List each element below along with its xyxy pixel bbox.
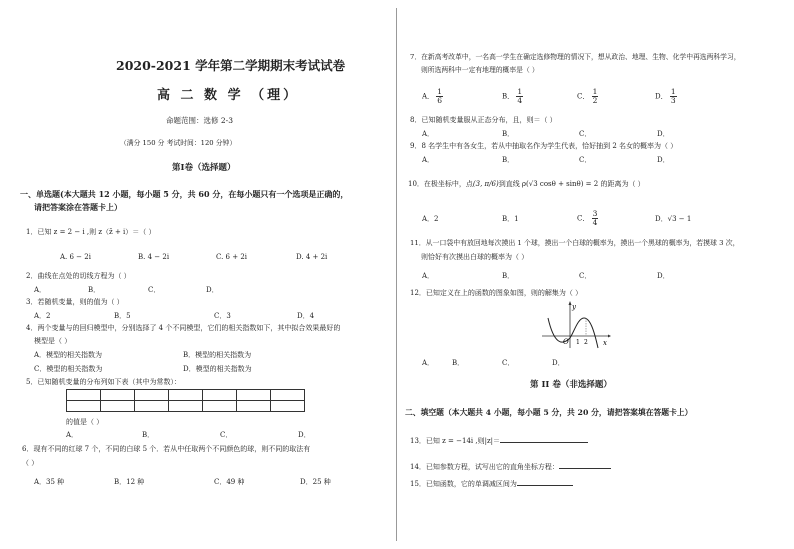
- q6-option-b: B．12 种: [114, 478, 145, 486]
- q10-option-c-label: C．: [577, 214, 590, 223]
- numerator: 1: [437, 87, 443, 96]
- q13-stem: 13．已知 z = −14i ,则|z|＝: [410, 437, 501, 445]
- q3-option-b: B．5: [114, 312, 131, 320]
- q4-option-b: B．模型的相关指数为: [183, 351, 252, 359]
- q9-option-b: B．: [502, 156, 515, 164]
- q7-option-d-label: D．: [655, 92, 668, 101]
- q10-option-c-fraction: [592, 210, 599, 227]
- denominator: 3: [670, 95, 676, 105]
- q7-option-a-label: A．: [422, 92, 435, 101]
- q15-answer-blank[interactable]: [517, 479, 573, 486]
- q13-answer-blank[interactable]: [500, 436, 588, 443]
- q12-option-c: C．: [502, 359, 515, 367]
- q1-option-b: B. 4 − 2i: [138, 253, 170, 261]
- q7-option-c: [577, 88, 598, 105]
- q10-option-b: B．1: [502, 215, 519, 223]
- q3-stem: 3．若随机变量，则的值为（ ）: [26, 298, 124, 306]
- numerator: 1: [517, 87, 523, 96]
- q5-distribution-table: [66, 389, 305, 412]
- q4-option-c: C．模型的相关指数为: [34, 365, 103, 373]
- q4-option-a: A．模型的相关指数为: [34, 351, 103, 359]
- q9-option-c: C．: [579, 156, 592, 164]
- q11-option-b: B．: [502, 272, 515, 280]
- graph-y-label: y: [572, 303, 576, 311]
- graph-x-label: x: [603, 339, 607, 347]
- q12-option-d: D．: [552, 359, 565, 367]
- section1-line2: 请把答案涂在答题卡上）: [34, 202, 122, 212]
- q5-option-c: C．: [220, 431, 233, 439]
- part1-title: 第Ⅰ卷（选择题）: [172, 163, 236, 173]
- exam-scope: 命题范围：选修 2-3: [166, 116, 233, 125]
- right-column: [397, 0, 794, 549]
- q7-option-a: [422, 88, 443, 105]
- q4-stem-line1: 4．两个变量与的回归模型中，分别选择了 4 个不同模型，它们的相关指数如下，其中拟合效果最好的: [26, 324, 341, 332]
- q1-option-c: C. 6 + 2i: [216, 253, 248, 261]
- q11-option-c: C．: [579, 272, 592, 280]
- table-row: [67, 401, 305, 412]
- q12-option-b: B．: [452, 359, 465, 367]
- q7-option-c-label: C．: [577, 92, 590, 101]
- denominator: 6: [437, 95, 443, 105]
- q6-option-a: A．35 种: [34, 478, 65, 486]
- q14: [410, 462, 611, 471]
- q8-stem: 8．已知随机变量服从正态分布，且，则＝（ ）: [410, 116, 557, 124]
- graph-origin-label: O: [563, 338, 569, 346]
- q7-option-d-fraction: [670, 88, 677, 105]
- denominator: 4: [517, 95, 523, 105]
- q7-option-b-fraction: [516, 88, 523, 105]
- q2-option-c: C．: [148, 286, 161, 294]
- q3-option-a: A．2: [34, 312, 51, 320]
- q5-option-b: B．: [142, 431, 155, 439]
- q12-option-a: A．: [422, 359, 435, 367]
- q7-option-b: [502, 88, 523, 105]
- q5-stem: 5．已知随机变量的分布列如下表（其中为常数）：: [26, 378, 181, 386]
- q7-option-b-label: B．: [502, 92, 515, 101]
- q7-stem-line2: 则所选两科中一定有地理的概率是（ ）: [421, 66, 539, 74]
- q11-option-d: D．: [657, 272, 670, 280]
- numerator: 1: [670, 87, 676, 96]
- q8-option-d: D．: [657, 130, 670, 138]
- q15: [410, 479, 573, 488]
- table-row: [67, 390, 305, 401]
- q2-option-b: B．: [88, 286, 101, 294]
- graph-tick-2: 2: [584, 339, 588, 346]
- section2-title: 二、填空题（本大题共 4 小题，每小题 5 分，共 20 分，请把答案填在答题卡上）: [405, 408, 693, 417]
- q1-option-d: D. 4 + 2i: [296, 253, 328, 261]
- q8-option-a: A．: [422, 130, 435, 138]
- numerator: 1: [592, 87, 598, 96]
- q8-option-b: B．: [502, 130, 515, 138]
- q3-option-c: C．3: [214, 312, 231, 320]
- q3-option-d: D．4: [297, 312, 315, 320]
- q10-stem-post: 到直线 ρ(√3 cosθ + sinθ) = 2 的距离为（ ）: [498, 180, 645, 188]
- q6-option-c: C．49 种: [214, 478, 245, 486]
- q9-option-a: A．: [422, 156, 435, 164]
- q11-stem-line1: 11．从一口袋中有放回地每次摸出 1 个球，摸出一个白球的概率为，摸出一个黑球的概率为，若摸球 3 次，: [410, 239, 740, 247]
- q10-point: (3, π/6): [472, 180, 499, 188]
- q8-option-c: C．: [579, 130, 592, 138]
- q13: [410, 436, 588, 445]
- denominator: 4: [592, 217, 598, 227]
- q10-option-c: [577, 210, 598, 227]
- q14-answer-blank[interactable]: [559, 462, 611, 469]
- q12-function-graph: [540, 300, 612, 350]
- exam-subject: 高 二 数 学 （理）: [157, 88, 300, 103]
- q7-option-d: [655, 88, 677, 105]
- q5-option-d: D．: [298, 431, 311, 439]
- q10-stem-pre: 10．在极坐标中，点: [408, 180, 473, 188]
- exam-info: （满分 150 分 考试时间：120 分钟）: [120, 139, 237, 147]
- numerator: 3: [592, 209, 598, 218]
- q9-option-d: D．: [657, 156, 670, 164]
- q2-option-d: D．: [206, 286, 219, 294]
- q6-option-d: D．25 种: [300, 478, 331, 486]
- q12-stem: 12．已知定义在上的函数的图象如图，则的解集为（ ）: [410, 289, 583, 297]
- q14-stem: 14．已知参数方程，试写出它的直角坐标方程：: [410, 463, 559, 471]
- q9-stem: 9．8 名学生中有各女生，若从中抽取名作为学生代表，恰好抽到 2 名女的概率为（ ）: [410, 142, 678, 150]
- q6-stem-line2: （ ）: [22, 459, 39, 467]
- q2-option-a: A．: [34, 286, 47, 294]
- section1-line1: 一、单选题(本大题共 12 小题，每小题 5 分，共 60 分，在每小题只有一个选项是正确的，: [20, 189, 349, 199]
- q4-option-d: D．模型的相关指数为: [183, 365, 252, 373]
- q10-stem: [408, 181, 645, 188]
- q7-option-a-fraction: [436, 88, 443, 105]
- q5-question: 的值是（ ）: [66, 418, 104, 426]
- q1-stem: 1．已知 z = 2 − i ,则 z（z̄ + i）＝（ ）: [26, 228, 156, 236]
- q7-stem-line1: 7．在新高考改革中，一名高一学生在确定选修物理的情况下，想从政治、地理、生物、化学中再选两科学习，: [410, 53, 741, 61]
- part2-title: 第 II 卷（非选择题）: [530, 380, 612, 390]
- denominator: 2: [592, 95, 598, 105]
- q15-stem: 15．已知函数，它的单调减区间为: [410, 480, 517, 488]
- q10-option-a: A．2: [422, 215, 439, 223]
- q11-option-a: A．: [422, 272, 435, 280]
- q5-option-a: A．: [66, 431, 79, 439]
- q1-option-a: A. 6 − 2i: [60, 253, 91, 261]
- exam-title: 2020-2021 学年第二学期期末考试试卷: [116, 58, 346, 73]
- q4-stem-line2: 模型是（ ）: [34, 337, 72, 345]
- q2-stem: 2．曲线在点处的切线方程为（ ）: [26, 272, 131, 280]
- graph-tick-1: 1: [576, 339, 580, 346]
- q7-option-c-fraction: [592, 88, 599, 105]
- q6-stem-line1: 6．现有不同的红球 7 个，不同的白球 5 个．若从中任取两个不同颜色的球，则不同的取法有: [22, 445, 311, 453]
- q11-stem-line2: 则恰好有次摸出白球的概率为（ ）: [421, 253, 529, 261]
- q10-option-d: D．√3 − 1: [655, 215, 692, 223]
